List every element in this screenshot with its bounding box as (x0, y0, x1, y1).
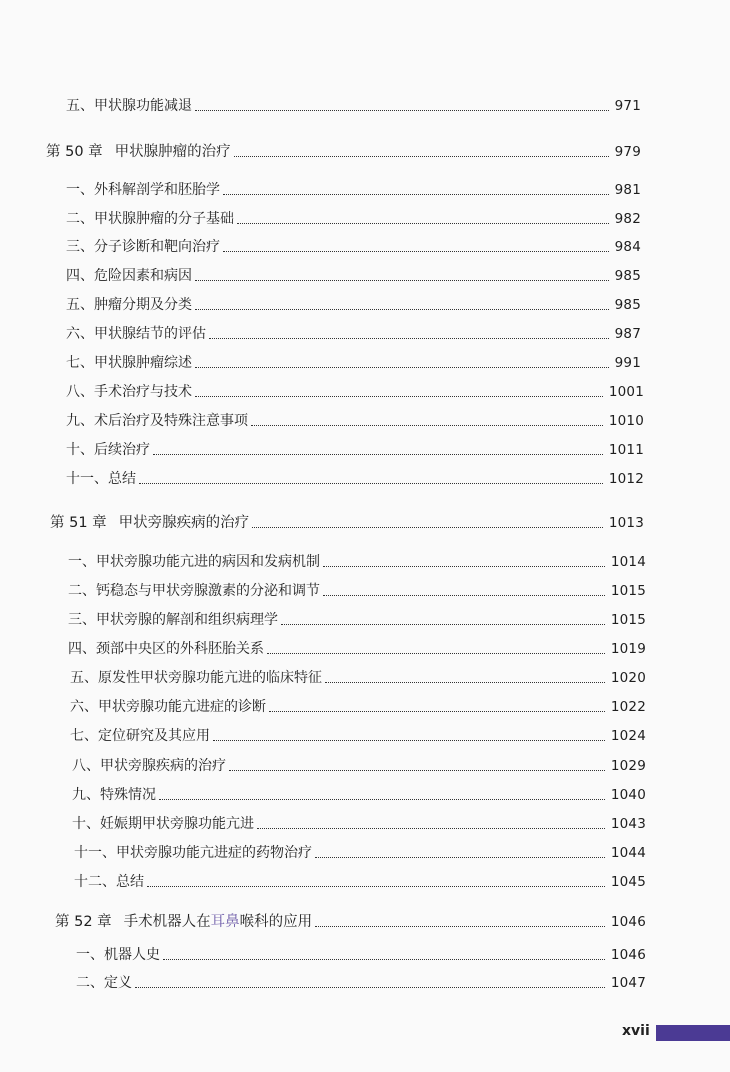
toc-entry-page: 979 (614, 144, 641, 160)
toc-entry-page: 1019 (610, 641, 646, 657)
toc-entry-title: 五、甲状腺功能减退 (66, 98, 192, 114)
chapter-title: 甲状旁腺疾病的治疗 (118, 515, 250, 531)
chapter-title: 甲状腺肿瘤的治疗 (114, 144, 231, 160)
toc-entry (76, 974, 646, 992)
dot-leader (267, 653, 605, 654)
toc-entry (74, 844, 646, 862)
dot-leader (209, 338, 609, 339)
toc-entry (66, 181, 641, 199)
dot-leader (195, 396, 603, 397)
toc-entry (72, 815, 646, 833)
toc-entry-title: 五、原发性甲状旁腺功能亢进的临床特征 (70, 670, 322, 686)
toc-entry (74, 873, 646, 891)
toc-entry-title: 八、甲状旁腺疾病的治疗 (72, 758, 226, 774)
toc-entry-title: 十一、总结 (66, 471, 136, 487)
toc-entry-title: 一、甲状旁腺功能亢进的病因和发病机制 (68, 554, 320, 570)
toc-entry-page: 1020 (610, 670, 646, 686)
chapter-number: 第 52 章 (55, 914, 112, 930)
toc-entry (70, 669, 646, 687)
dot-leader (257, 828, 605, 829)
toc-entry-page: 971 (614, 98, 641, 114)
toc-entry-page: 1001 (608, 384, 644, 400)
toc-entry-title: 八、手术治疗与技术 (66, 384, 192, 400)
dot-leader (159, 799, 605, 800)
toc-entry-page: 1011 (608, 442, 644, 458)
dot-leader (195, 280, 609, 281)
toc-entry (70, 698, 646, 716)
dot-leader (195, 367, 609, 368)
toc-entry (66, 354, 641, 372)
toc-entry-title: 二、钙稳态与甲状旁腺激素的分泌和调节 (68, 583, 320, 599)
toc-entry-title: 九、特殊情况 (72, 787, 156, 803)
dot-leader (223, 251, 609, 252)
dot-leader (195, 309, 609, 310)
dot-leader (213, 740, 605, 741)
toc-chapter (46, 143, 641, 161)
toc-entry-page: 991 (614, 355, 641, 371)
toc-entry-page: 1015 (610, 612, 646, 628)
toc-entry (66, 325, 641, 343)
toc-entry-page: 1045 (610, 874, 646, 890)
chapter-title: 手术机器人在耳鼻喉科的应用 (123, 914, 313, 930)
toc-entry (72, 757, 646, 775)
dot-leader (252, 527, 603, 528)
dot-leader (281, 624, 605, 625)
toc-entry-page: 985 (614, 268, 641, 284)
toc-entry-title: 六、甲状腺结节的评估 (66, 326, 206, 342)
toc-entry-page: 987 (614, 326, 641, 342)
toc-entry-title: 十、妊娠期甲状旁腺功能亢进 (72, 816, 254, 832)
folio-bar (656, 1025, 730, 1041)
toc-entry-page: 1044 (610, 845, 646, 861)
dot-leader (229, 770, 605, 771)
toc-entry-page: 1047 (610, 975, 646, 991)
toc-entry (66, 470, 644, 488)
dot-leader (269, 711, 605, 712)
toc-entry (66, 97, 641, 115)
toc-entry-page: 1029 (610, 758, 646, 774)
dot-leader (323, 595, 605, 596)
dot-leader (325, 682, 605, 683)
toc-entry-page: 982 (614, 211, 641, 227)
toc-entry-title: 四、颈部中央区的外科胚胎关系 (68, 641, 264, 657)
dot-leader (135, 987, 605, 988)
toc-entry (66, 267, 641, 285)
dot-leader (139, 483, 603, 484)
toc-entry (70, 727, 646, 745)
toc-entry-title: 五、肿瘤分期及分类 (66, 297, 192, 313)
toc-entry-page: 984 (614, 239, 641, 255)
chapter-number: 第 51 章 (50, 515, 107, 531)
toc-entry (68, 611, 646, 629)
dot-leader (195, 110, 609, 111)
toc-entry (66, 238, 641, 256)
toc-entry-page: 981 (614, 182, 641, 198)
toc-entry (68, 553, 646, 571)
toc-entry-page: 1046 (610, 914, 646, 930)
toc-entry (66, 383, 644, 401)
toc-entry-page: 1014 (610, 554, 646, 570)
chapter-number: 第 50 章 (46, 144, 103, 160)
toc-entry-title: 九、术后治疗及特殊注意事项 (66, 413, 248, 429)
dot-leader (323, 566, 605, 567)
toc-entry-page: 1015 (610, 583, 646, 599)
toc-entry-page: 1022 (610, 699, 646, 715)
toc-entry-title: 十二、总结 (74, 874, 144, 890)
dot-leader (251, 425, 603, 426)
toc-entry-title: 一、机器人史 (76, 947, 160, 963)
toc-chapter (55, 913, 646, 931)
toc-entry-page: 1013 (608, 515, 644, 531)
toc-entry-page: 1010 (608, 413, 644, 429)
toc-entry (72, 786, 646, 804)
toc-entry-title: 十一、甲状旁腺功能亢进症的药物治疗 (74, 845, 312, 861)
dot-leader (315, 926, 605, 927)
toc-entry-title: 七、甲状腺肿瘤综述 (66, 355, 192, 371)
toc-entry-page: 1043 (610, 816, 646, 832)
toc-entry-title: 三、甲状旁腺的解剖和组织病理学 (68, 612, 278, 628)
toc-entry-title: 一、外科解剖学和胚胎学 (66, 182, 220, 198)
toc-entry (66, 296, 641, 314)
dot-leader (153, 454, 603, 455)
toc-entry-title: 三、分子诊断和靶向治疗 (66, 239, 220, 255)
dot-leader (163, 959, 605, 960)
toc-chapter (50, 514, 644, 532)
dot-leader (315, 857, 605, 858)
dot-leader (234, 156, 609, 157)
chapter-title-highlight: 耳鼻 (210, 914, 240, 930)
toc-entry-page: 1040 (610, 787, 646, 803)
toc-entry (66, 412, 644, 430)
toc-entry-page: 985 (614, 297, 641, 313)
toc-entry (68, 640, 646, 658)
toc-entry (76, 946, 646, 964)
dot-leader (237, 223, 609, 224)
toc-entry-title: 六、甲状旁腺功能亢进症的诊断 (70, 699, 266, 715)
toc-entry-title: 四、危险因素和病因 (66, 268, 192, 284)
toc-entry-title: 二、定义 (76, 975, 132, 991)
toc-entry-title: 七、定位研究及其应用 (70, 728, 210, 744)
toc-entry-title: 二、甲状腺肿瘤的分子基础 (66, 211, 234, 227)
toc-entry-page: 1012 (608, 471, 644, 487)
toc-entry-title: 十、后续治疗 (66, 442, 150, 458)
toc-entry (68, 582, 646, 600)
dot-leader (147, 886, 605, 887)
page-number: xvii (622, 1023, 650, 1039)
toc-entry-page: 1046 (610, 947, 646, 963)
toc-entry (66, 210, 641, 228)
toc-entry-page: 1024 (610, 728, 646, 744)
toc-entry (66, 441, 644, 459)
dot-leader (223, 194, 609, 195)
